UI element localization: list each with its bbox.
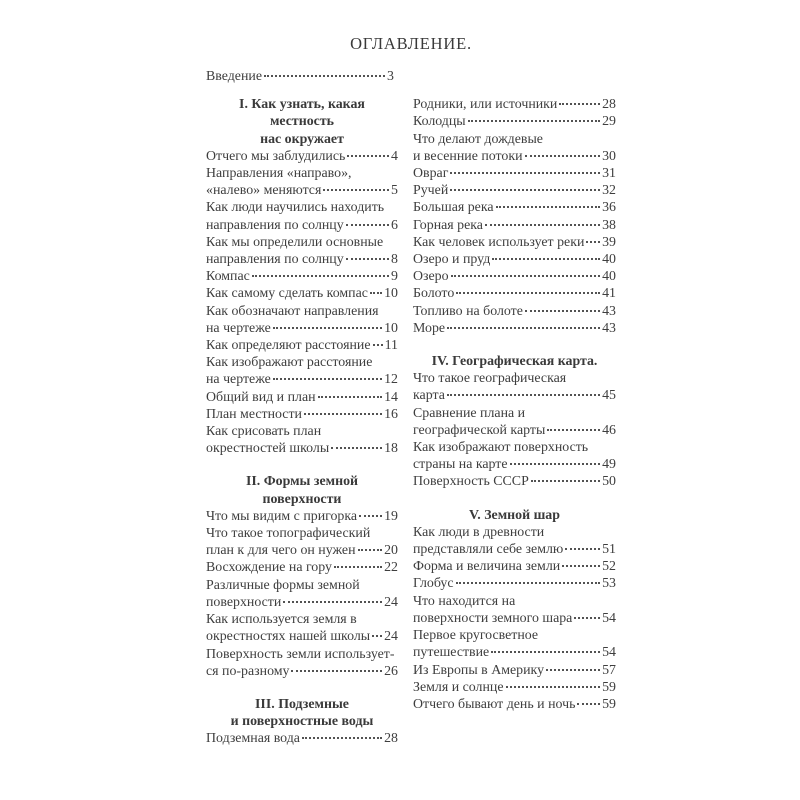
dot-leader bbox=[456, 582, 601, 584]
toc-entry bbox=[413, 422, 616, 439]
dot-leader bbox=[506, 686, 601, 688]
entry-title: план к для чего он нужен bbox=[206, 543, 356, 559]
dot-leader bbox=[577, 703, 600, 705]
entry-title: Горная река bbox=[413, 217, 483, 233]
toc-entry bbox=[413, 456, 616, 473]
page-number: 6 bbox=[391, 217, 398, 233]
entry-title: Как определяют расстояние bbox=[206, 338, 371, 354]
entry-title: Как срисовать план bbox=[206, 424, 322, 440]
page-number: 22 bbox=[384, 560, 398, 576]
toc-entry bbox=[206, 594, 398, 611]
dot-leader bbox=[302, 737, 382, 739]
entry-title: Сравнение плана и bbox=[413, 405, 526, 421]
toc-entry bbox=[206, 663, 398, 680]
toc-entry bbox=[206, 354, 398, 371]
page-number: 3 bbox=[387, 69, 394, 84]
toc-entry bbox=[206, 337, 398, 354]
toc-entry bbox=[206, 423, 398, 440]
dot-leader bbox=[547, 429, 600, 431]
toc-entry bbox=[413, 113, 616, 130]
entry-title: Как изображают поверхность bbox=[413, 440, 589, 456]
section-heading-line: IV. Географическая карта. bbox=[431, 354, 598, 370]
entry-title: Компас bbox=[206, 269, 250, 285]
toc-entry bbox=[413, 405, 616, 422]
toc-entry bbox=[206, 182, 398, 199]
toc-entry bbox=[413, 473, 616, 490]
page-number: 12 bbox=[384, 372, 398, 388]
toc-entry bbox=[206, 389, 398, 406]
section-heading bbox=[206, 696, 398, 730]
dot-leader bbox=[559, 103, 600, 105]
toc-entry bbox=[206, 234, 398, 251]
page-number: 29 bbox=[602, 114, 616, 130]
entry-title: направления по солнцу bbox=[206, 217, 344, 233]
entry-title: направления по солнцу bbox=[206, 252, 344, 268]
dot-leader bbox=[370, 292, 382, 294]
toc-entry bbox=[413, 320, 616, 337]
toc-entry bbox=[206, 611, 398, 628]
page-number: 45 bbox=[602, 388, 616, 404]
entry-title: Болото bbox=[413, 286, 455, 302]
entry-title: Введение bbox=[206, 69, 262, 84]
page-number: 54 bbox=[602, 610, 616, 626]
entry-title: «налево» меняются bbox=[206, 183, 322, 199]
dot-leader bbox=[334, 566, 382, 568]
toc-entry bbox=[206, 371, 398, 388]
section-heading-line: нас окружает bbox=[260, 131, 344, 147]
entry-title: Из Европы в Америку bbox=[413, 662, 545, 678]
page-number: 57 bbox=[602, 662, 616, 678]
dot-leader bbox=[346, 258, 389, 260]
page-number: 31 bbox=[602, 166, 616, 182]
page-number: 14 bbox=[384, 389, 398, 405]
page-number: 43 bbox=[602, 303, 616, 319]
entry-title: Как люди научились находить bbox=[206, 200, 385, 216]
toc-page bbox=[206, 34, 616, 748]
toc-columns bbox=[206, 96, 616, 747]
dot-leader bbox=[346, 224, 389, 226]
dot-leader bbox=[331, 447, 382, 449]
page-number: 19 bbox=[384, 508, 398, 524]
entry-title: План местности bbox=[206, 406, 302, 422]
entry-title: Что такое топографический bbox=[206, 526, 371, 542]
toc-entry bbox=[206, 525, 398, 542]
dot-leader bbox=[468, 120, 600, 122]
entry-title: Как изображают расстояние bbox=[206, 355, 373, 371]
toc-entry bbox=[206, 199, 398, 216]
dot-leader bbox=[372, 635, 382, 637]
dot-leader bbox=[492, 258, 600, 260]
entry-title: представляли себе землю bbox=[413, 542, 564, 558]
page-number: 38 bbox=[602, 217, 616, 233]
dot-leader bbox=[273, 378, 382, 380]
entry-title: ся по-разному bbox=[206, 663, 290, 679]
dot-leader bbox=[496, 206, 601, 208]
toc-entry bbox=[206, 628, 398, 645]
toc-entry bbox=[413, 251, 616, 268]
dot-leader bbox=[531, 480, 600, 482]
toc-entry bbox=[413, 610, 616, 627]
entry-title: путешествие bbox=[413, 645, 490, 661]
entry-title: Что такое географическая bbox=[413, 371, 567, 387]
dot-leader bbox=[304, 413, 382, 415]
entry-title: и весенние потоки bbox=[413, 148, 523, 164]
toc-entry bbox=[413, 696, 616, 713]
toc-entry bbox=[413, 303, 616, 320]
page-number: 18 bbox=[384, 441, 398, 457]
page-number: 50 bbox=[602, 474, 616, 490]
entry-title: Овраг bbox=[413, 166, 449, 182]
page-number: 39 bbox=[602, 234, 616, 250]
entry-title: Что делают дождевые bbox=[413, 131, 543, 147]
dot-leader bbox=[273, 327, 382, 329]
toc-entry bbox=[413, 439, 616, 456]
entry-title: Земля и солнце bbox=[413, 679, 504, 695]
toc-entry bbox=[206, 440, 398, 457]
page-number: 54 bbox=[602, 645, 616, 661]
toc-entry bbox=[413, 387, 616, 404]
page-number: 59 bbox=[602, 679, 616, 695]
entry-title: Как обозначают направления bbox=[206, 303, 379, 319]
entry-title: Поверхность земли использует- bbox=[206, 646, 395, 662]
section-heading bbox=[413, 507, 616, 524]
page-number: 52 bbox=[602, 559, 616, 575]
dot-leader bbox=[450, 189, 600, 191]
page-number: 28 bbox=[602, 97, 616, 113]
page-number: 11 bbox=[384, 338, 398, 354]
section-heading-line: III. Подземные bbox=[255, 696, 349, 712]
page-number: 40 bbox=[602, 269, 616, 285]
entry-title: Отчего мы заблудились bbox=[206, 148, 346, 164]
entry-title: поверхности земного шара bbox=[413, 610, 573, 626]
toc-entry bbox=[413, 593, 616, 610]
page-number: 46 bbox=[602, 422, 616, 438]
dot-leader bbox=[546, 669, 600, 671]
entry-title: Как человек использует реки bbox=[413, 234, 585, 250]
entry-title: Как используется земля в bbox=[206, 612, 357, 628]
dot-leader bbox=[347, 155, 389, 157]
dot-leader bbox=[291, 670, 382, 672]
toc-entry bbox=[413, 524, 616, 541]
toc-entry bbox=[413, 370, 616, 387]
entry-title: Подземная вода bbox=[206, 731, 300, 747]
dot-leader bbox=[451, 275, 601, 277]
dot-leader bbox=[358, 549, 383, 551]
toc-entry bbox=[206, 285, 398, 302]
page-number: 41 bbox=[602, 286, 616, 302]
dot-leader bbox=[510, 463, 601, 465]
page-number: 30 bbox=[602, 148, 616, 164]
page-number: 32 bbox=[602, 183, 616, 199]
entry-title: Большая река bbox=[413, 200, 494, 216]
entry-title: Общий вид и план bbox=[206, 389, 316, 405]
toc-entry bbox=[413, 627, 616, 644]
entry-title: Как самому сделать компас bbox=[206, 286, 368, 302]
entry-title: Ручей bbox=[413, 183, 449, 199]
page-number: 24 bbox=[384, 594, 398, 610]
toc-entry bbox=[206, 542, 398, 559]
page-number: 10 bbox=[384, 320, 398, 336]
dot-leader bbox=[562, 565, 600, 567]
toc-entry bbox=[206, 165, 398, 182]
toc-entry bbox=[206, 508, 398, 525]
toc-entry bbox=[413, 285, 616, 302]
entry-title: Озеро и пруд bbox=[413, 252, 491, 268]
toc-entry bbox=[413, 182, 616, 199]
entry-title: Отчего бывают день и ночь bbox=[413, 696, 576, 712]
toc-entry bbox=[206, 730, 398, 747]
page-number: 20 bbox=[384, 543, 398, 559]
entry-title: на чертеже bbox=[206, 372, 271, 388]
dot-leader bbox=[565, 548, 600, 550]
toc-intro-entry bbox=[206, 68, 394, 85]
page-number: 40 bbox=[602, 252, 616, 268]
toc-entry bbox=[206, 303, 398, 320]
entry-title: Родники, или источники bbox=[413, 97, 558, 113]
entry-title: Как мы определили основные bbox=[206, 234, 384, 250]
toc-entry bbox=[413, 217, 616, 234]
toc-entry bbox=[413, 148, 616, 165]
dot-leader bbox=[586, 241, 600, 243]
toc-entry bbox=[206, 217, 398, 234]
page-number: 43 bbox=[602, 320, 616, 336]
toc-entry bbox=[413, 644, 616, 661]
page-number: 10 bbox=[384, 286, 398, 302]
entry-title: Поверхность СССР bbox=[413, 474, 529, 490]
toc-entry bbox=[413, 575, 616, 592]
entry-title: окрестностях нашей школы bbox=[206, 629, 371, 645]
page-number: 8 bbox=[391, 252, 398, 268]
page-number: 51 bbox=[602, 542, 616, 558]
page-number: 59 bbox=[602, 696, 616, 712]
dot-leader bbox=[359, 515, 382, 517]
toc-entry bbox=[206, 320, 398, 337]
entry-title: Озеро bbox=[413, 269, 449, 285]
entry-title: Колодцы bbox=[413, 114, 466, 130]
dot-leader bbox=[574, 617, 600, 619]
entry-title: поверхности bbox=[206, 594, 282, 610]
section-heading-line: и поверхностные воды bbox=[230, 714, 374, 730]
entry-title: карта bbox=[413, 388, 445, 404]
dot-leader bbox=[491, 651, 600, 653]
page-title: ОГЛАВЛЕНИЕ. bbox=[350, 34, 472, 53]
dot-leader bbox=[323, 189, 389, 191]
page-number: 53 bbox=[602, 576, 616, 592]
toc-entry bbox=[206, 559, 398, 576]
toc-entry bbox=[206, 268, 398, 285]
section-heading bbox=[413, 353, 616, 370]
page-number: 28 bbox=[384, 731, 398, 747]
toc-entry bbox=[206, 577, 398, 594]
toc-entry bbox=[413, 558, 616, 575]
entry-title: Море bbox=[413, 320, 446, 336]
dot-leader bbox=[456, 292, 600, 294]
dot-leader bbox=[485, 224, 600, 226]
entry-title: на чертеже bbox=[206, 320, 271, 336]
toc-entry bbox=[206, 148, 398, 165]
toc-entry bbox=[413, 268, 616, 285]
entry-title: Как люди в древности bbox=[413, 524, 545, 540]
page-number: 16 bbox=[384, 406, 398, 422]
toc-entry bbox=[413, 96, 616, 113]
dot-leader bbox=[318, 396, 383, 398]
page-number: 5 bbox=[391, 183, 398, 199]
section-heading bbox=[206, 96, 398, 148]
toc-entry bbox=[413, 199, 616, 216]
entry-title: Восхождение на гору bbox=[206, 560, 332, 576]
dot-leader bbox=[373, 344, 383, 346]
entry-title: Что находится на bbox=[413, 593, 516, 609]
toc-entry bbox=[413, 662, 616, 679]
toc-entry bbox=[413, 131, 616, 148]
dot-leader bbox=[283, 601, 382, 603]
toc-entry bbox=[206, 406, 398, 423]
page-number: 9 bbox=[391, 269, 398, 285]
section-heading-line: V. Земной шар bbox=[469, 507, 560, 523]
toc-entry bbox=[413, 679, 616, 696]
dot-leader bbox=[447, 394, 600, 396]
toc-entry bbox=[413, 541, 616, 558]
entry-title: Что мы видим с пригорка bbox=[206, 508, 358, 524]
section-heading bbox=[206, 473, 398, 507]
toc-entry bbox=[206, 646, 398, 663]
dot-leader bbox=[525, 310, 600, 312]
toc-entry bbox=[413, 234, 616, 251]
page-number: 26 bbox=[384, 663, 398, 679]
toc-entry bbox=[413, 165, 616, 182]
dot-leader bbox=[525, 155, 601, 157]
page-number: 36 bbox=[602, 200, 616, 216]
entry-title: окрестностей школы bbox=[206, 441, 330, 457]
dot-leader bbox=[447, 327, 600, 329]
toc-column-right bbox=[413, 96, 616, 713]
section-heading-line: II. Формы земной поверхности bbox=[245, 474, 359, 507]
section-heading-line: I. Как узнать, какая местность bbox=[239, 97, 365, 130]
entry-title: Топливо на болоте bbox=[413, 303, 523, 319]
entry-title: Глобус bbox=[413, 576, 454, 592]
toc-entry bbox=[206, 251, 398, 268]
entry-title: Направления «направо», bbox=[206, 166, 352, 182]
dot-leader bbox=[252, 275, 389, 277]
entry-title: Форма и величина земли bbox=[413, 559, 561, 575]
page-number: 4 bbox=[391, 148, 398, 164]
entry-title: географической карты bbox=[413, 422, 546, 438]
page-number: 24 bbox=[384, 629, 398, 645]
entry-title: страны на карте bbox=[413, 457, 508, 473]
toc-column-left bbox=[206, 96, 398, 747]
dot-leader bbox=[450, 172, 600, 174]
page-number: 49 bbox=[602, 457, 616, 473]
entry-title: Первое кругосветное bbox=[413, 628, 539, 644]
entry-title: Различные формы земной bbox=[206, 577, 360, 593]
dot-leader bbox=[264, 75, 385, 77]
